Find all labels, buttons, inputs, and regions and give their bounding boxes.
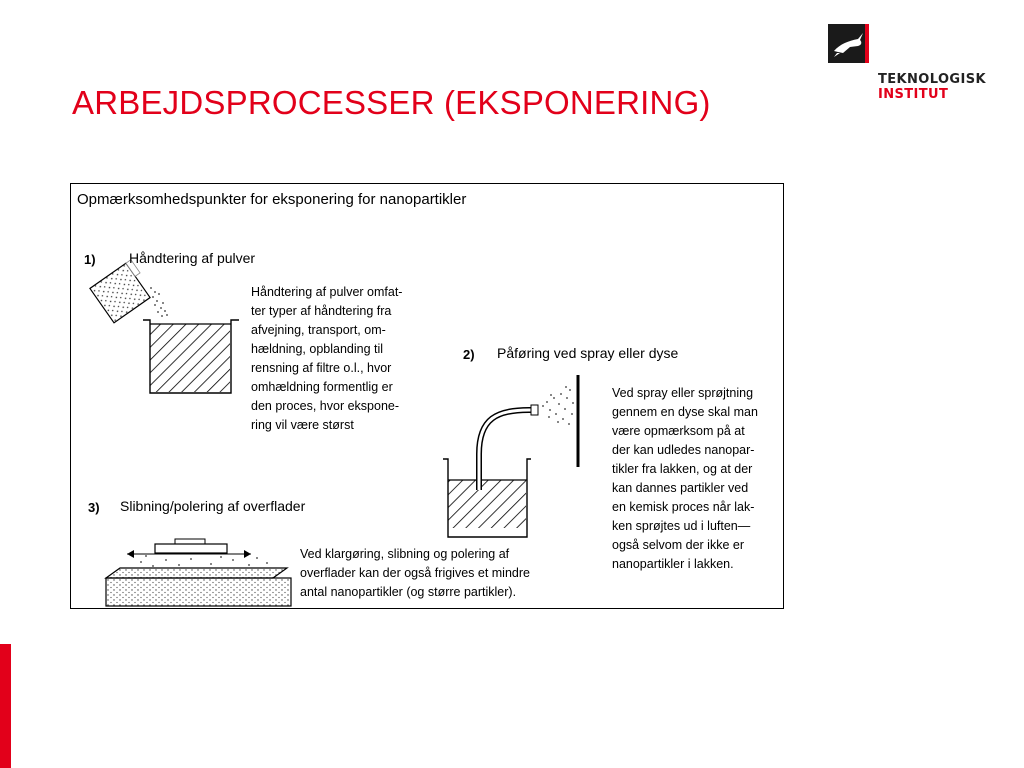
text-line: nanopartikler i lakken. [612,557,734,571]
slide-title: ARBEJDSPROCESSER (EKSPONERING) [72,84,711,121]
section-1-heading: Håndtering af pulver [129,250,256,266]
paint-container-icon [443,459,531,537]
section-3-heading: Slibning/polering af overflader [120,498,306,514]
logo [828,24,998,104]
powder-bag-icon [90,260,155,323]
text-line: en kemisk proces når lak- [612,500,755,514]
logo-line-1: TEKNOLOGISK [878,72,986,87]
section-3-description [300,545,530,602]
section-1-number: 1) [84,252,96,267]
text-line: den proces, hvor ekspone- [251,399,400,413]
text-line: hældning, opblanding til [251,342,384,356]
section-1-description [251,283,402,435]
figure-title: Opmærksomhedspunkter for eksponering for nanopartikler [77,191,467,208]
spray-hose-icon [479,405,538,490]
logo-wordmark [878,72,986,102]
exposure-figure [70,183,784,609]
sanding-dust-icon [140,555,268,567]
falling-powder-icon [150,287,168,317]
sanded-board-icon [106,568,291,606]
text-line: ring vil være størst [251,418,354,432]
text-line: kan dannes partikler ved [612,481,749,495]
section-2-number: 2) [463,347,475,362]
beaker-icon [143,320,239,393]
text-line: Håndtering af pulver omfat- [251,285,403,299]
text-line: antal nanopartikler (og større partikler). [300,585,517,599]
text-line: overflader kan der også frigives et mindre [300,566,530,580]
text-line: ken sprøjtes ud i luften— [612,519,751,533]
sanding-block-icon [127,539,251,558]
text-line: rensning af filtre o.l., hvor [251,361,392,375]
text-line: ter typer af håndtering fra [251,304,392,318]
section-2-description [612,384,758,574]
section-3-number: 3) [88,500,100,515]
text-line: også selvom der ikke er [612,538,745,552]
section-2-heading: Påføring ved spray eller dyse [497,345,679,361]
text-line: afvejning, transport, om- [251,323,386,337]
text-line: omhældning formentlig er [251,380,393,394]
text-line: gennem en dyse skal man [612,405,758,419]
logo-line-2: INSTITUT [878,87,949,102]
text-line: være opmærksom på at [612,424,745,438]
text-line: Ved klargøring, slibning og polering af [300,547,510,561]
text-line: Ved spray eller sprøjtning [612,386,754,400]
rabbit-logo-icon [828,24,869,63]
spray-mist-icon [542,386,574,425]
text-line: der kan udledes nanopar- [612,443,755,457]
text-line: tikler fra lakken, og at der [612,462,753,476]
accent-bar [0,644,11,768]
